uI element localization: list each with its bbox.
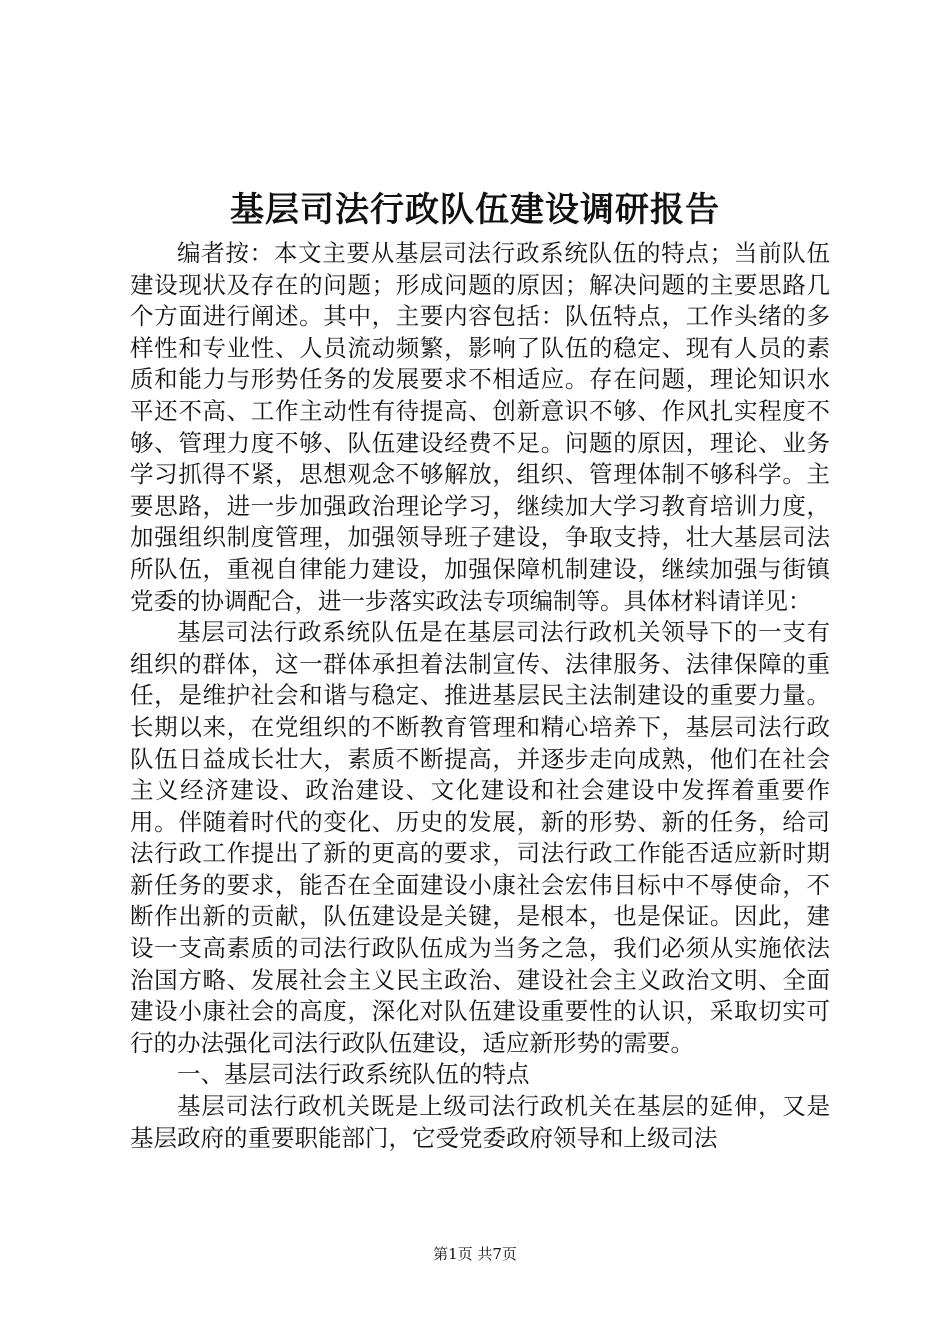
section-heading: 一、基层司法行政系统队伍的特点 — [177, 1060, 530, 1089]
document-body — [130, 238, 830, 1154]
intro-paragraph: 基层司法行政系统队伍是在基层司法行政机关领导下的一支有组织的群体，这一群体承担着法制宣传、法律服务、法律保障的重任，是维护社会和谐与稳定、推进基层民主法制建设的重要力量。长期以来，在党组织的不断教育管理和精心培养下，基层司法行政队伍日益成长壮大，素质不断提高，并逐步走向成熟，他们在社会主义经济建设、政治建设、文化建设和社会建设中发挥着重要作用。伴随着时代的变化、历史的发展，新的形势、新的任务，给司法行政工作提出了新的更高的要求，司法行政工作能否适应新时期新任务的要求，能否在全面建设小康社会宏伟目标中不辱使命，不断作出新的贡献，队伍建设是关键，是根本，也是保证。因此，建设一支高素质的司法行政队伍成为当务之急，我们必须从实施依法治国方略、发展社会主义民主政治、建设社会主义政治文明、全面建设小康社会的高度，深化对队伍建设重要性的认识，采取切实可行的办法强化司法行政队伍建设，适应新形势的需要。 — [130, 618, 830, 1057]
page-indicator: 第1页 共7页 — [433, 1245, 517, 1263]
editor-note-paragraph: 编者按：本文主要从基层司法行政系统队伍的特点；当前队伍建设现状及存在的问题；形成问题的原因；解决问题的主要思路几个方面进行阐述。其中，主要内容包括：队伍特点，工作头绪的多样性和专业性、人员流动频繁，影响了队伍的稳定、现有人员的素质和能力与形势任务的发展要求不相适应。存在问题，理论知识水平还不高、工作主动性有待提高、创新意识不够、作风扎实程度不够、管理力度不够、队伍建设经费不足。问题的原因，理论、业务学习抓得不紧，思想观念不够解放，组织、管理体制不够科学。主要思路，进一步加强政治理论学习，继续加大学习教育培训力度，加强组织制度管理，加强领导班子建设，争取支持，壮大基层司法所队伍，重视自律能力建设，加强保障机制建设，继续加强与街镇党委的协调配合，进一步落实政法专项编制等。具体材料请详见： — [130, 239, 830, 615]
document-title: 基层司法行政队伍建设调研报告 — [230, 190, 720, 230]
section-paragraph: 基层司法行政机关既是上级司法行政机关在基层的延伸，又是基层政府的重要职能部门，它受党委政府领导和上级司法 — [130, 1092, 830, 1152]
